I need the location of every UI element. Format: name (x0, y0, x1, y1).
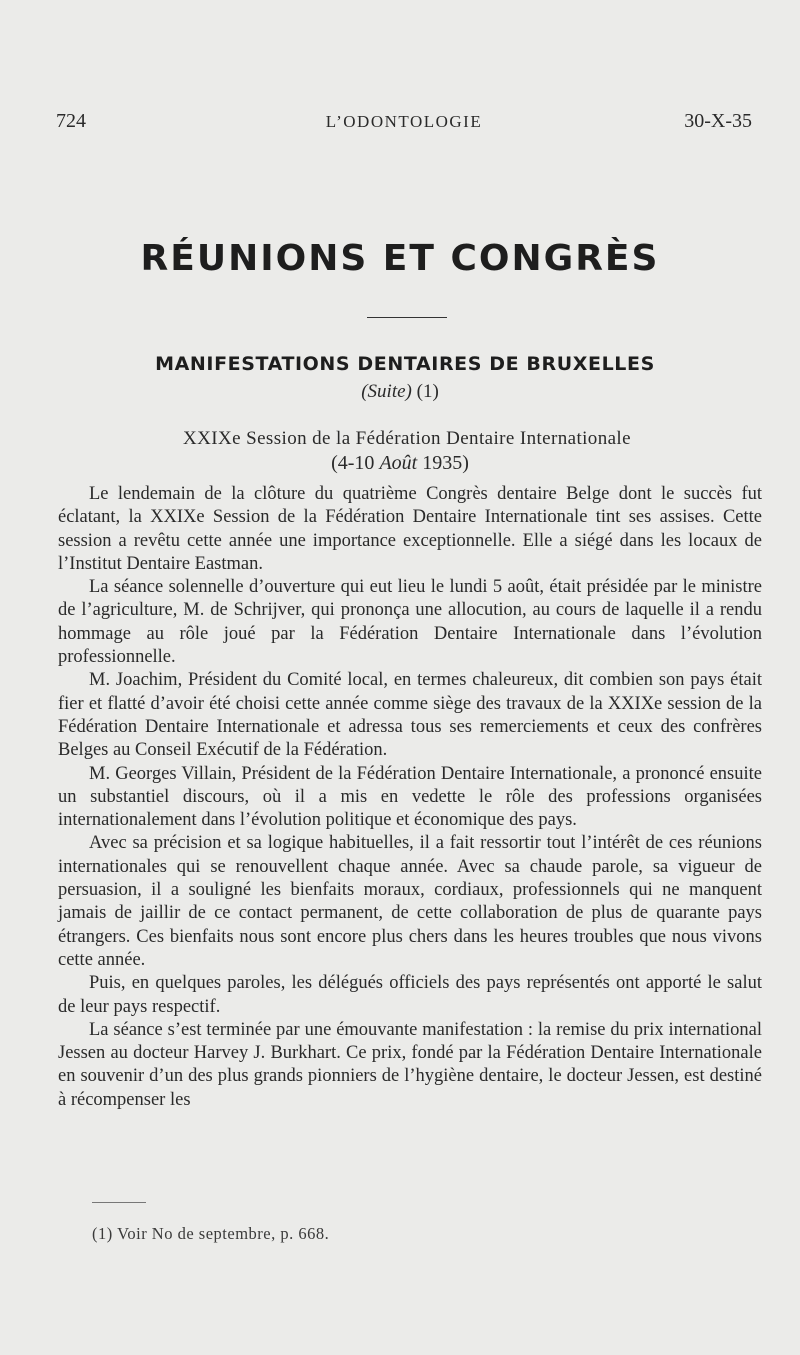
page-number: 724 (56, 110, 86, 132)
running-head (56, 110, 752, 136)
session-dates-prefix: (4-10 (331, 452, 380, 474)
journal-name: L’ODONTOLOGIE (325, 112, 483, 131)
footnote: (1) Voir No de septembre, p. 668. (92, 1224, 330, 1243)
article-body (58, 483, 762, 1112)
footnote-reference: (1) (416, 381, 439, 402)
session-dates-suffix: 1935) (417, 452, 469, 474)
body-paragraph: Le lendemain de la clôture du quatrième Congrès dentaire Belge dont le succès fut éclatant, la XXIXe Session de la Fédération Dentaire Internationale tint ses assises. Cette session a revêtu cette année une importance exceptionnelle. Elle a siégé dans les locaux de l’Institut Dentaire Eastman. (58, 484, 762, 574)
body-paragraph: Avec sa précision et sa logique habituelles, il a fait ressortir tout l’intérêt de ces réunions internationales qui se renouvellent chaque année. Avec sa chaude parole, sa vigueur de persuasion, il a souligné les bienfaits moraux, cordiaux, professionnels qui ne manquent jamais de jaillir de ce contact permanent, de cette collaboration de plus de quarante pays étrangers. Ces bienfaits nous sont encore plus chers dans les heures troubles que nous vivons cette année. (58, 833, 762, 970)
article-title: MANIFESTATIONS DENTAIRES DE BRUXELLES (155, 353, 655, 375)
title-divider (367, 317, 447, 318)
article-suite (0, 381, 800, 403)
body-paragraph: La séance solennelle d’ouverture qui eut lieu le lundi 5 août, était présidée par le ministre de l’agriculture, M. de Schrijver, qui prononça une allocution, au cours de laquelle il a rendu hommage au rôle joué par la Fédération Dentaire Internationale dans l’évolution professionnelle. (58, 577, 762, 668)
section-title: RÉUNIONS ET CONGRÈS (140, 238, 660, 279)
session-subheading: XXIXe Session de la Fédération Dentaire Internationale (183, 428, 631, 449)
session-dates (0, 452, 800, 475)
body-paragraph: M. Georges Villain, Président de la Fédération Dentaire Internationale, a prononcé ensuite un substantiel discours, où il a mis en vedette le rôle des professions organisées internationalement dans l’évolution politique et économique des pays. (58, 763, 762, 831)
body-paragraph: Puis, en quelques paroles, les délégués officiels des pays représentés ont apporté le salut de leur pays respectif. (58, 973, 762, 1017)
body-paragraph: M. Joachim, Président du Comité local, en termes chaleureux, dit combien son pays était fier et flatté d’avoir été choisi cette année comme siège des travaux de la XXIXe session de la Fédération Dentaire Internationale et adressa tous ses remerciements et ceux des confrères Belges au Conseil Exécutif de la Fédération. (58, 670, 762, 761)
suite-label: (Suite) (361, 381, 412, 402)
issue-date: 30-X-35 (684, 110, 752, 132)
footnote-divider (92, 1202, 146, 1203)
body-paragraph: La séance s’est terminée par une émouvante manifestation : la remise du prix international Jessen au docteur Harvey J. Burkhart. Ce prix, fondé par la Fédération Dentaire Internationale en souvenir d’un des plus grands pionniers de l’hygiène dentaire, le docteur Jessen, est destiné à récompenser les (58, 1019, 762, 1110)
session-dates-month: Août (379, 452, 418, 474)
